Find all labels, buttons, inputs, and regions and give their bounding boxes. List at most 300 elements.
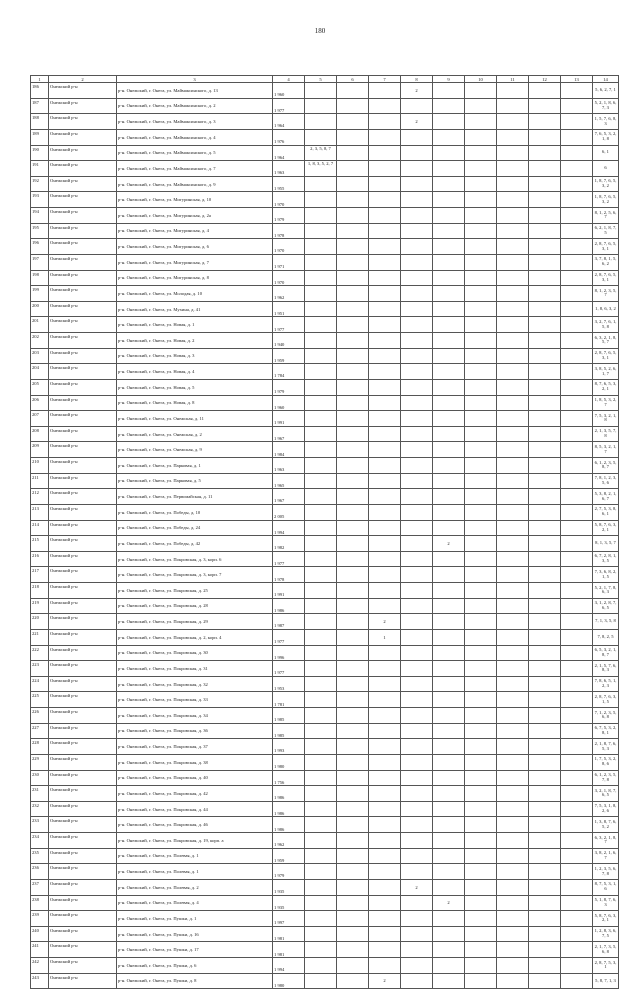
- col7-cell: [369, 551, 401, 567]
- buildings-table: [30, 75, 619, 989]
- col14-cell: 2, 7, 5, 3, 8, 6, 1: [593, 504, 619, 520]
- col7-cell: [369, 239, 401, 255]
- col14-cell: 1, 8, 6, 3, 2: [593, 301, 619, 317]
- col8-cell: [401, 676, 433, 692]
- col12-cell: [529, 348, 561, 364]
- col9-cell: [433, 583, 465, 599]
- col8-cell: [401, 473, 433, 489]
- col13-cell: [561, 567, 593, 583]
- col14-cell: 5, 8, 7, 1, 3: [593, 973, 619, 989]
- col11-cell: [497, 442, 529, 458]
- year-cell: 1 986: [273, 801, 305, 817]
- col12-cell: [529, 942, 561, 958]
- address-cell: р-н. Онежский, г. Онега, ул. Парковая, д. 1: [117, 458, 273, 474]
- col10-cell: [465, 754, 497, 770]
- col5-cell: [305, 333, 337, 349]
- col11-cell: [497, 458, 529, 474]
- year-cell: 1 964: [273, 145, 305, 161]
- col13-cell: [561, 98, 593, 114]
- address-cell: р-н. Онежский, г. Онега, ул. Победы, д. 24: [117, 520, 273, 536]
- col8-cell: [401, 926, 433, 942]
- col9-cell: [433, 739, 465, 755]
- col13-cell: [561, 223, 593, 239]
- col8-cell: [401, 739, 433, 755]
- row-number-cell: 213: [31, 504, 49, 520]
- col10-cell: [465, 864, 497, 880]
- table-row: [31, 864, 619, 880]
- col6-cell: [337, 270, 369, 286]
- col14-cell: 7, 6, 5, 3, 2, 1, 8: [593, 129, 619, 145]
- col14-cell: 6: [593, 161, 619, 177]
- row-number-cell: 234: [31, 833, 49, 849]
- col11-cell: [497, 426, 529, 442]
- col13-cell: [561, 786, 593, 802]
- col6-cell: [337, 129, 369, 145]
- col11-cell: [497, 692, 529, 708]
- col14-cell: 6, 3, 2, 1, 8, 7: [593, 833, 619, 849]
- row-number-cell: 204: [31, 364, 49, 380]
- col13-cell: [561, 911, 593, 927]
- col6-cell: [337, 301, 369, 317]
- col9-cell: [433, 145, 465, 161]
- year-cell: 1 981: [273, 926, 305, 942]
- col5-cell: [305, 723, 337, 739]
- col8-cell: [401, 426, 433, 442]
- col11-cell: [497, 817, 529, 833]
- address-cell: р-н. Онежский, г. Онега, ул. Парковая, д. 5: [117, 473, 273, 489]
- col5-cell: [305, 926, 337, 942]
- row-number-cell: 209: [31, 442, 49, 458]
- col7-cell: [369, 254, 401, 270]
- col10-cell: [465, 739, 497, 755]
- col13-cell: [561, 411, 593, 427]
- col13-cell: [561, 473, 593, 489]
- col10-cell: [465, 176, 497, 192]
- year-cell: 1 962: [273, 833, 305, 849]
- col13-cell: [561, 442, 593, 458]
- col10-cell: [465, 614, 497, 630]
- row-number-cell: 217: [31, 567, 49, 583]
- col14-cell: 8, 7, 5, 3, 1, 6: [593, 879, 619, 895]
- table-row: [31, 301, 619, 317]
- col12-cell: [529, 911, 561, 927]
- year-cell: 1 977: [273, 551, 305, 567]
- col7-cell: 2: [369, 614, 401, 630]
- row-number-cell: 216: [31, 551, 49, 567]
- col12-cell: [529, 864, 561, 880]
- col7-cell: [369, 458, 401, 474]
- col12-cell: [529, 458, 561, 474]
- col10-cell: [465, 973, 497, 989]
- col14-cell: 1, 3, 8, 7, 6, 5, 2: [593, 817, 619, 833]
- col14-cell: 2, 8, 7, 6, 5, 3, 1: [593, 239, 619, 255]
- column-header-12: 12: [529, 76, 561, 83]
- col11-cell: [497, 504, 529, 520]
- row-number-cell: 211: [31, 473, 49, 489]
- col12-cell: [529, 692, 561, 708]
- year-cell: 1 963: [273, 458, 305, 474]
- col13-cell: [561, 317, 593, 333]
- row-number-cell: 202: [31, 333, 49, 349]
- col10-cell: [465, 442, 497, 458]
- col9-cell: [433, 926, 465, 942]
- col12-cell: [529, 239, 561, 255]
- address-cell: р-н. Онежский, г. Онега, ул. Покровская, д. 19, корп. а: [117, 833, 273, 849]
- col6-cell: [337, 770, 369, 786]
- col12-cell: [529, 848, 561, 864]
- row-number-cell: 222: [31, 645, 49, 661]
- col11-cell: [497, 926, 529, 942]
- year-cell: 1 979: [273, 864, 305, 880]
- year-cell: 1 962: [273, 286, 305, 302]
- col5-cell: [305, 114, 337, 130]
- year-cell: 1 935: [273, 895, 305, 911]
- table-row: [31, 754, 619, 770]
- district-cell: Онежский р-н: [49, 504, 117, 520]
- row-number-cell: 229: [31, 754, 49, 770]
- col13-cell: [561, 661, 593, 677]
- table-row: [31, 661, 619, 677]
- col7-cell: [369, 98, 401, 114]
- col8-cell: [401, 379, 433, 395]
- table-row: [31, 629, 619, 645]
- col12-cell: [529, 473, 561, 489]
- col7-cell: [369, 411, 401, 427]
- col8-cell: [401, 208, 433, 224]
- col11-cell: [497, 598, 529, 614]
- col10-cell: [465, 895, 497, 911]
- year-cell: 1 960: [273, 395, 305, 411]
- address-cell: р-н. Онежский, г. Онега, ул. Полевая, д. 2: [117, 879, 273, 895]
- year-cell: 1 979: [273, 208, 305, 224]
- col11-cell: [497, 583, 529, 599]
- col10-cell: [465, 129, 497, 145]
- table-row: [31, 551, 619, 567]
- row-number-cell: 190: [31, 145, 49, 161]
- col11-cell: [497, 364, 529, 380]
- col10-cell: [465, 911, 497, 927]
- row-number-cell: 233: [31, 817, 49, 833]
- col6-cell: [337, 223, 369, 239]
- col11-cell: [497, 973, 529, 989]
- col7-cell: [369, 583, 401, 599]
- col14-cell: 2, 1, 7, 3, 5, 6, 8: [593, 942, 619, 958]
- year-cell: 2 005: [273, 504, 305, 520]
- col14-cell: 3, 8, 5, 2, 6, 1, 7: [593, 364, 619, 380]
- col9-cell: [433, 567, 465, 583]
- col12-cell: [529, 411, 561, 427]
- row-number-cell: 223: [31, 661, 49, 677]
- row-number-cell: 241: [31, 942, 49, 958]
- year-cell: 1 981: [273, 942, 305, 958]
- col5-cell: [305, 520, 337, 536]
- col11-cell: [497, 786, 529, 802]
- col7-cell: 2: [369, 973, 401, 989]
- col6-cell: [337, 239, 369, 255]
- col11-cell: [497, 645, 529, 661]
- col11-cell: [497, 958, 529, 974]
- col9-cell: [433, 645, 465, 661]
- year-cell: 1 965: [273, 473, 305, 489]
- col5-cell: [305, 879, 337, 895]
- col6-cell: [337, 848, 369, 864]
- col12-cell: [529, 583, 561, 599]
- col9-cell: [433, 598, 465, 614]
- col5-cell: [305, 254, 337, 270]
- col6-cell: [337, 645, 369, 661]
- col12-cell: [529, 223, 561, 239]
- table-row: [31, 911, 619, 927]
- col11-cell: [497, 145, 529, 161]
- col10-cell: [465, 551, 497, 567]
- col6-cell: [337, 614, 369, 630]
- row-number-cell: 214: [31, 520, 49, 536]
- col6-cell: [337, 504, 369, 520]
- col8-cell: [401, 239, 433, 255]
- col9-cell: [433, 286, 465, 302]
- table-row: [31, 583, 619, 599]
- col10-cell: [465, 270, 497, 286]
- col7-cell: [369, 598, 401, 614]
- col11-cell: [497, 254, 529, 270]
- district-cell: Онежский р-н: [49, 98, 117, 114]
- col12-cell: [529, 379, 561, 395]
- district-cell: Онежский р-н: [49, 239, 117, 255]
- col5-cell: [305, 317, 337, 333]
- col6-cell: [337, 254, 369, 270]
- row-number-cell: 220: [31, 614, 49, 630]
- row-number-cell: 187: [31, 98, 49, 114]
- col12-cell: [529, 98, 561, 114]
- col6-cell: [337, 598, 369, 614]
- year-cell: 1 971: [273, 254, 305, 270]
- year-cell: 1 997: [273, 911, 305, 927]
- col5-cell: [305, 176, 337, 192]
- col13-cell: [561, 833, 593, 849]
- col10-cell: [465, 833, 497, 849]
- col13-cell: [561, 770, 593, 786]
- district-cell: Онежский р-н: [49, 551, 117, 567]
- col12-cell: [529, 301, 561, 317]
- column-header-9: 9: [433, 76, 465, 83]
- table-row: [31, 614, 619, 630]
- col8-cell: [401, 864, 433, 880]
- row-number-cell: 198: [31, 270, 49, 286]
- col12-cell: [529, 129, 561, 145]
- table-row: [31, 520, 619, 536]
- col13-cell: [561, 145, 593, 161]
- table-row: [31, 708, 619, 724]
- col12-cell: [529, 661, 561, 677]
- table-row: [31, 208, 619, 224]
- col12-cell: [529, 270, 561, 286]
- year-cell: 1 985: [273, 723, 305, 739]
- col13-cell: [561, 270, 593, 286]
- col9-cell: [433, 911, 465, 927]
- district-cell: Онежский р-н: [49, 833, 117, 849]
- col14-cell: 5, 8, 7, 6, 3, 2, 1: [593, 911, 619, 927]
- address-cell: р-н. Онежский, г. Онега, ул. Победы, д. 42: [117, 536, 273, 552]
- district-cell: Онежский р-н: [49, 114, 117, 130]
- col14-cell: 5, 8, 7, 6, 3, 2, 1: [593, 520, 619, 536]
- district-cell: Онежский р-н: [49, 864, 117, 880]
- table-row: [31, 426, 619, 442]
- col14-cell: 6, 1, 2, 3, 5, 7, 8: [593, 770, 619, 786]
- table-row: [31, 161, 619, 177]
- col6-cell: [337, 98, 369, 114]
- year-cell: 1 991: [273, 411, 305, 427]
- col14-cell: 3, 2, 1, 8, 7, 6, 5: [593, 786, 619, 802]
- col10-cell: [465, 458, 497, 474]
- col9-cell: [433, 958, 465, 974]
- year-cell: 1 756: [273, 770, 305, 786]
- col13-cell: [561, 583, 593, 599]
- table-row: [31, 676, 619, 692]
- col11-cell: [497, 739, 529, 755]
- col10-cell: [465, 333, 497, 349]
- col13-cell: [561, 848, 593, 864]
- col13-cell: [561, 301, 593, 317]
- col7-cell: [369, 864, 401, 880]
- col6-cell: [337, 942, 369, 958]
- address-cell: р-н. Онежский, г. Онега, ул. Мигуринская, д. 4: [117, 223, 273, 239]
- col6-cell: [337, 973, 369, 989]
- address-cell: р-н. Онежский, г. Онега, ул. Мигуринская, д. 7: [117, 254, 273, 270]
- row-number-cell: 196: [31, 239, 49, 255]
- col10-cell: [465, 504, 497, 520]
- district-cell: Онежский р-н: [49, 223, 117, 239]
- col11-cell: [497, 192, 529, 208]
- year-cell: 1 977: [273, 317, 305, 333]
- col8-cell: [401, 223, 433, 239]
- col14-cell: 6, 2, 1, 8, 7, 5: [593, 223, 619, 239]
- district-cell: Онежский р-н: [49, 301, 117, 317]
- table-row: [31, 942, 619, 958]
- col10-cell: [465, 723, 497, 739]
- row-number-cell: 201: [31, 317, 49, 333]
- col13-cell: [561, 395, 593, 411]
- col11-cell: [497, 114, 529, 130]
- district-cell: Онежский р-н: [49, 817, 117, 833]
- col7-cell: [369, 692, 401, 708]
- col13-cell: [561, 520, 593, 536]
- col11-cell: [497, 864, 529, 880]
- col12-cell: [529, 645, 561, 661]
- col7-cell: [369, 926, 401, 942]
- address-cell: р-н. Онежский, г. Онега, ул. Новая, д. 2: [117, 333, 273, 349]
- col9-cell: [433, 786, 465, 802]
- district-cell: Онежский р-н: [49, 645, 117, 661]
- col14-cell: 1, 8, 7, 6, 5, 3, 2: [593, 192, 619, 208]
- col9-cell: [433, 379, 465, 395]
- table-row: [31, 489, 619, 505]
- col14-cell: 7, 1, 2, 3, 5, 6, 8: [593, 708, 619, 724]
- col8-cell: [401, 895, 433, 911]
- district-cell: Онежский р-н: [49, 926, 117, 942]
- col10-cell: [465, 286, 497, 302]
- district-cell: Онежский р-н: [49, 426, 117, 442]
- col6-cell: [337, 317, 369, 333]
- col10-cell: [465, 942, 497, 958]
- col14-cell: 6, 1, 2, 3, 5, 8, 7: [593, 458, 619, 474]
- col12-cell: [529, 395, 561, 411]
- col8-cell: [401, 176, 433, 192]
- col8-cell: [401, 598, 433, 614]
- col13-cell: [561, 926, 593, 942]
- address-cell: р-н. Онежский, г. Онега, ул. Онежская, д. 2: [117, 426, 273, 442]
- col8-cell: [401, 817, 433, 833]
- col5-cell: [305, 270, 337, 286]
- col13-cell: [561, 192, 593, 208]
- table-row: [31, 817, 619, 833]
- district-cell: Онежский р-н: [49, 629, 117, 645]
- district-cell: Онежский р-н: [49, 411, 117, 427]
- column-header-7: 7: [369, 76, 401, 83]
- row-number-cell: 191: [31, 161, 49, 177]
- col11-cell: [497, 879, 529, 895]
- row-number-cell: 207: [31, 411, 49, 427]
- address-cell: р-н. Онежский, г. Онега, ул. Покровская, д. 37: [117, 739, 273, 755]
- column-header-11: 11: [497, 76, 529, 83]
- district-cell: Онежский р-н: [49, 754, 117, 770]
- col11-cell: [497, 223, 529, 239]
- col6-cell: [337, 786, 369, 802]
- district-cell: Онежский р-н: [49, 489, 117, 505]
- col5-cell: [305, 458, 337, 474]
- col9-cell: [433, 395, 465, 411]
- row-number-cell: 186: [31, 83, 49, 99]
- col11-cell: [497, 911, 529, 927]
- year-cell: 1 978: [273, 223, 305, 239]
- row-number-cell: 199: [31, 286, 49, 302]
- year-cell: 1 784: [273, 364, 305, 380]
- col5-cell: [305, 567, 337, 583]
- column-header-13: 13: [561, 76, 593, 83]
- address-cell: р-н. Онежский, г. Онега, ул. Покровская, д. 34: [117, 708, 273, 724]
- col10-cell: [465, 661, 497, 677]
- column-header-2: 2: [49, 76, 117, 83]
- row-number-cell: 193: [31, 192, 49, 208]
- address-cell: р-н. Онежский, г. Онега, ул. Пушки, д. 8: [117, 973, 273, 989]
- year-cell: 1 951: [273, 301, 305, 317]
- col6-cell: [337, 879, 369, 895]
- col7-cell: [369, 567, 401, 583]
- col10-cell: [465, 348, 497, 364]
- col13-cell: [561, 176, 593, 192]
- row-number-cell: 239: [31, 911, 49, 927]
- year-cell: 1 977: [273, 629, 305, 645]
- col11-cell: [497, 270, 529, 286]
- col5-cell: [305, 614, 337, 630]
- column-header-5: 5: [305, 76, 337, 83]
- col5-cell: [305, 364, 337, 380]
- col5-cell: [305, 301, 337, 317]
- col9-cell: [433, 879, 465, 895]
- col6-cell: [337, 708, 369, 724]
- col10-cell: [465, 364, 497, 380]
- col8-cell: [401, 333, 433, 349]
- address-cell: р-н. Онежский, г. Онега, ул. Покровская, д. 44: [117, 801, 273, 817]
- col9-cell: [433, 520, 465, 536]
- col6-cell: [337, 161, 369, 177]
- col5-cell: [305, 786, 337, 802]
- col7-cell: [369, 661, 401, 677]
- year-cell: 1 987: [273, 614, 305, 630]
- col9-cell: [433, 176, 465, 192]
- district-cell: Онежский р-н: [49, 270, 117, 286]
- table-row: [31, 239, 619, 255]
- col9-cell: [433, 192, 465, 208]
